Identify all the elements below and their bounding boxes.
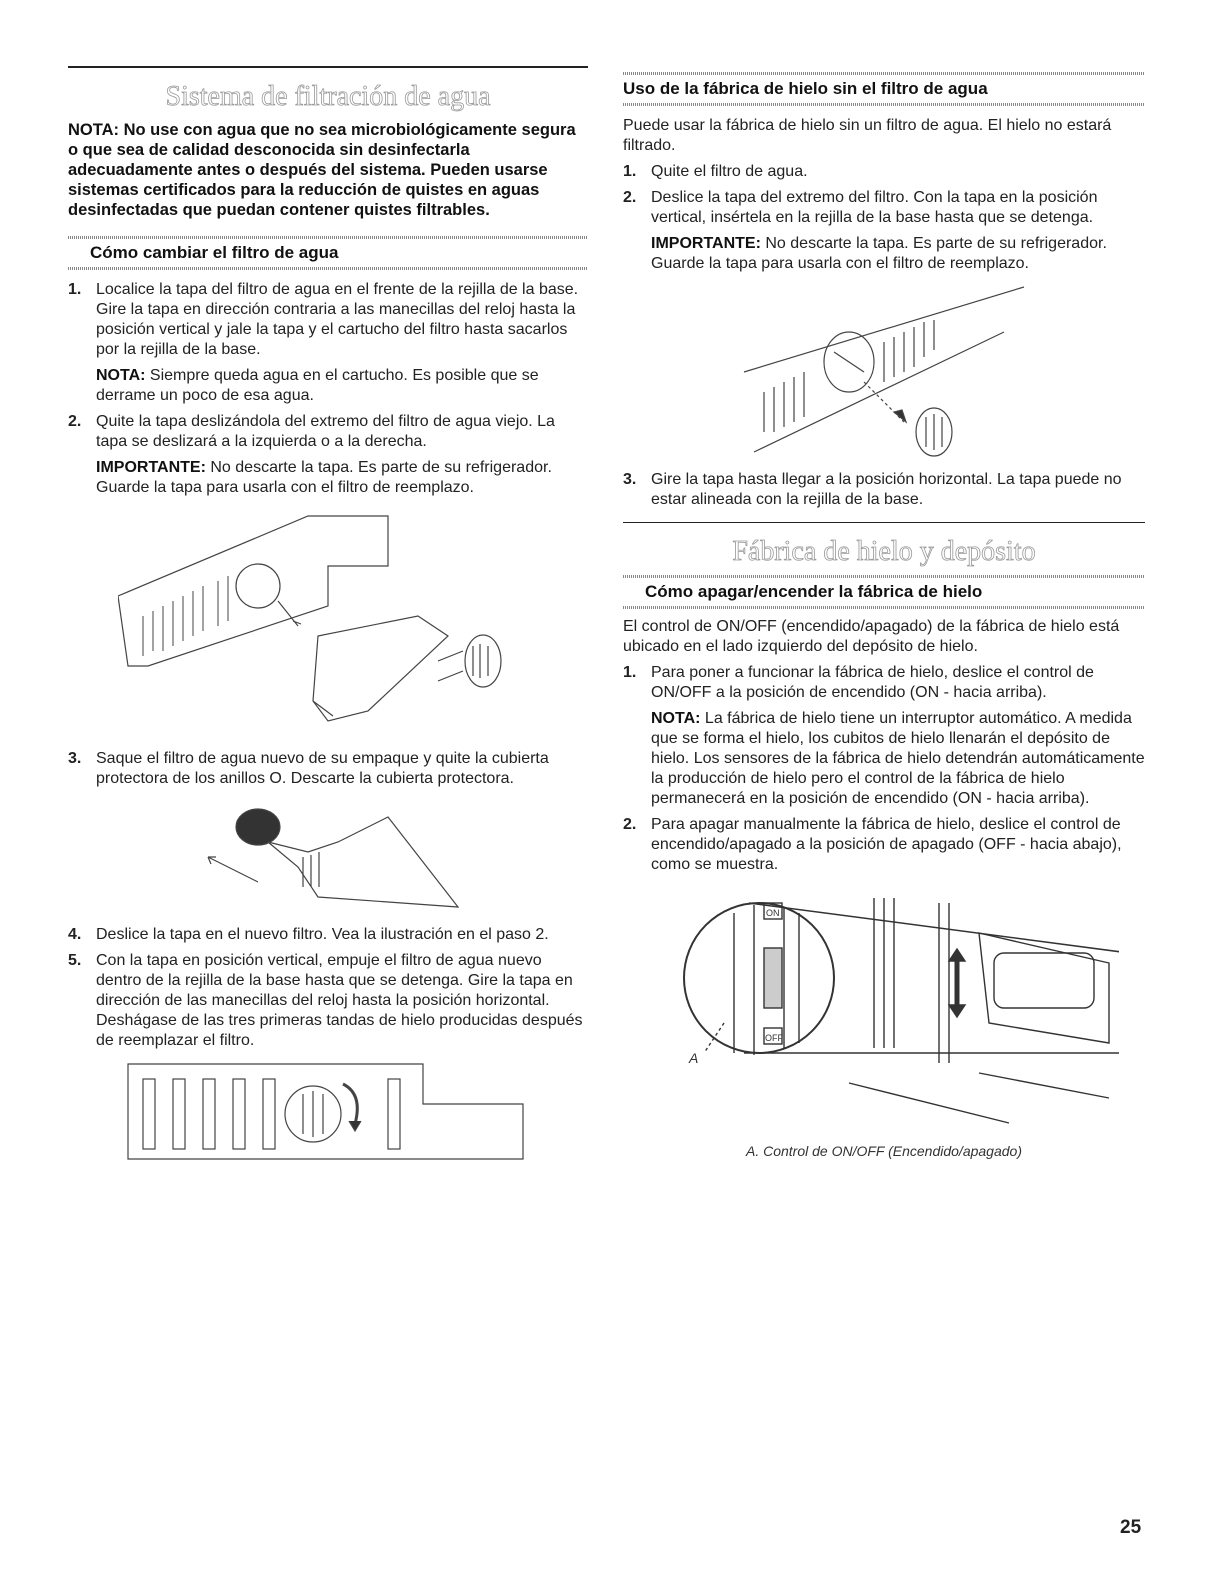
step bbox=[68, 412, 588, 452]
subsection-heading: Uso de la fábrica de hielo sin el filtro de agua bbox=[623, 79, 988, 98]
step bbox=[623, 663, 1145, 703]
divider bbox=[68, 267, 588, 270]
subsection-heading: Cómo apagar/encender la fábrica de hielo bbox=[645, 582, 983, 601]
step-number: 1. bbox=[623, 163, 637, 180]
filter-install-illustration bbox=[123, 1059, 533, 1169]
step bbox=[68, 749, 588, 789]
step-number: 4. bbox=[68, 926, 82, 943]
paragraph: Puede usar la fábrica de hielo sin un filtro de agua. El hielo no estará filtrado. bbox=[623, 117, 1112, 154]
cap-insert-illustration bbox=[734, 282, 1034, 462]
step-number: 3. bbox=[68, 750, 82, 767]
step-note bbox=[96, 458, 588, 498]
figure-caption: A. Control de ON/OFF (Encendido/apagado) bbox=[745, 1143, 1022, 1159]
on-label: ON bbox=[766, 908, 780, 918]
note-label: IMPORTANTE: bbox=[96, 459, 206, 476]
step-text: Localice la tapa del filtro de agua en el frente de la rejilla de la base. Gire la tapa en dirección contraria a las manecillas del reloj hasta la posición vertical y jale la tapa y el cartucho del filtro hasta sacarlos por la rejilla de la base. bbox=[96, 281, 579, 358]
step-text: Para poner a funcionar la fábrica de hielo, deslice el control de ON/OFF a la posición de encendido (ON - hacia arriba). bbox=[651, 664, 1094, 701]
left-column bbox=[68, 66, 588, 1177]
step-number: 1. bbox=[623, 664, 637, 681]
step-text: Gire la tapa hasta llegar a la posición horizontal. La tapa puede no estar alineada con la rejilla de la base. bbox=[651, 471, 1122, 508]
step-text: Para apagar manualmente la fábrica de hielo, deslice el control de encendido/apagado a la posición de apagado (OFF - hacia abajo), como se muestra. bbox=[651, 816, 1122, 873]
divider bbox=[623, 606, 1145, 609]
step-note bbox=[651, 709, 1145, 809]
step bbox=[68, 951, 588, 1051]
step bbox=[68, 280, 588, 360]
note-label: NOTA: bbox=[651, 710, 701, 727]
step-number: 3. bbox=[623, 471, 637, 488]
filter-removal-illustration bbox=[118, 506, 538, 741]
off-label: OFF bbox=[765, 1033, 783, 1043]
step-number: 2. bbox=[623, 189, 637, 206]
step-note bbox=[651, 234, 1145, 274]
section-title: Sistema de filtración de agua bbox=[165, 81, 491, 112]
step-note bbox=[96, 366, 588, 406]
step bbox=[68, 925, 588, 945]
note-label: NOTA: bbox=[96, 367, 146, 384]
right-column bbox=[623, 66, 1145, 1161]
o-ring-cover-illustration bbox=[178, 797, 478, 917]
page-number: 25 bbox=[1120, 1517, 1142, 1538]
step-text: Con la tapa en posición vertical, empuje el filtro de agua nuevo dentro de la rejilla de la base hasta que se detenga. Gire la tapa en dirección de las manecillas del reloj hasta la posición horizontal. Deshágase de las tres primeras tandas de hielo producidas después de reemplazar el filtro. bbox=[96, 952, 583, 1049]
ice-maker-switch-illustration bbox=[649, 883, 1119, 1133]
step bbox=[623, 188, 1145, 228]
section-title: Fábrica de hielo y depósito bbox=[732, 536, 1036, 567]
step-number: 2. bbox=[68, 413, 82, 430]
step bbox=[623, 470, 1145, 510]
divider bbox=[68, 66, 588, 68]
note-label: IMPORTANTE: bbox=[651, 235, 761, 252]
step bbox=[623, 162, 1145, 182]
divider bbox=[623, 103, 1145, 106]
divider bbox=[623, 522, 1145, 523]
step-number: 1. bbox=[68, 281, 82, 298]
paragraph: El control de ON/OFF (encendido/apagado) de la fábrica de hielo está ubicado en el lado izquierdo del depósito de hielo. bbox=[623, 618, 1120, 655]
step-text: Saque el filtro de agua nuevo de su empaque y quite la cubierta protectora de los anillos O. Descarte la cubierta protectora. bbox=[96, 750, 549, 787]
step-text: Deslice la tapa en el nuevo filtro. Vea la ilustración en el paso 2. bbox=[96, 926, 549, 943]
step-text: Quite la tapa deslizándola del extremo del filtro de agua viejo. La tapa se deslizará a la izquierda o a la derecha. bbox=[96, 413, 555, 450]
step-text: Quite el filtro de agua. bbox=[651, 163, 808, 180]
note-text: No descarte la tapa. Es parte de su refrigerador. Guarde la tapa para usarla con el filtro de reemplazo. bbox=[651, 235, 1107, 272]
callout-a: A bbox=[689, 1050, 699, 1066]
step bbox=[623, 815, 1145, 875]
note-text: No descarte la tapa. Es parte de su refrigerador. Guarde la tapa para usarla con el filtro de reemplazo. bbox=[96, 459, 552, 496]
step-text: Deslice la tapa del extremo del filtro. Con la tapa en la posición vertical, insértela en la rejilla de la base hasta que se detenga. bbox=[651, 189, 1098, 226]
step-number: 5. bbox=[68, 952, 82, 969]
note-text: La fábrica de hielo tiene un interruptor automático. A medida que se forma el hielo, los cubitos de hielo llenarán el depósito de hielo. Los sensores de la fábrica de hielo detendrán automáticamente la producción de hielo pero el control de la fábrica de hielo permanecerá en la posición de encendido (ON - hacia arriba). bbox=[651, 710, 1145, 807]
subsection-heading: Cómo cambiar el filtro de agua bbox=[90, 243, 339, 262]
warning-note: NOTA: No use con agua que no sea microbiológicamente segura o que sea de calidad desconocida sin desinfectarla adecuadamente antes o después del sistema. Pueden usarse sistemas certificados para la reducción de quistes en aguas desinfectadas que puedan contener quistes filtrables. bbox=[68, 121, 576, 219]
step-number: 2. bbox=[623, 816, 637, 833]
note-text: Siempre queda agua en el cartucho. Es posible que se derrame un poco de esa agua. bbox=[96, 367, 539, 404]
